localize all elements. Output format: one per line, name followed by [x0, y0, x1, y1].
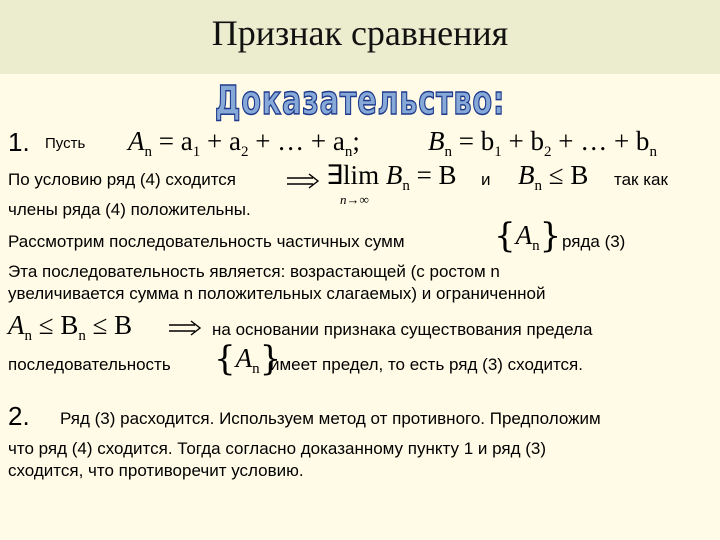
paragraph-p10: сходится, что противоречит условию.: [8, 461, 304, 480]
item-2-number: 2.: [8, 401, 30, 431]
paragraph-p3: Рассмотрим последовательность частичных сумм: [8, 232, 405, 251]
paragraph-p2: члены ряда (4) положительны.: [8, 200, 251, 219]
formula-a-sum: $A_n = a_1 + a_2$ + … + $a_n$;: [128, 126, 360, 160]
paragraph-p5: увеличивается сумма n положительных слагаемых) и ограниченной: [8, 284, 546, 303]
formula-seq-an-2: $\{A_n\}$: [214, 339, 282, 379]
paragraph-p4: Эта последовательность является: возрастающей (с ростом n: [8, 262, 500, 281]
paragraph-p1-since: так как: [614, 170, 668, 189]
paragraph-p1-and: и: [481, 170, 491, 189]
paragraph-p7-tail: имеет предел, то есть ряд (3) сходится.: [270, 355, 583, 374]
implies-arrow-icon: [286, 173, 320, 189]
paragraph-p1: По условию ряд (4) сходится: [8, 170, 236, 189]
formula-limit: ∃lim $B_n = B$: [326, 160, 457, 194]
paragraph-p6: на основании признака существования предела: [212, 320, 593, 339]
limit-subscript: n→∞: [340, 192, 369, 207]
item-1-number: 1.: [8, 127, 30, 157]
implies-arrow-icon-2: [168, 320, 202, 336]
formula-bound: $A_n \le B_n \le B$: [8, 310, 133, 344]
formula-bn-le-b: $B_n \le B$: [518, 160, 589, 194]
slide-subtitle: Доказательство:: [214, 78, 506, 124]
paragraph-p9: что ряд (4) сходится. Тогда согласно доказанному пункту 1 и ряд (3): [8, 439, 546, 458]
paragraph-p8: Ряд (3) расходится. Используем метод от противного. Предположим: [60, 409, 601, 428]
formula-b-sum: $B_n = b_1 + b_2$ + … + $b_n$: [428, 126, 657, 160]
slide-title: Признак сравнения: [211, 13, 509, 53]
paragraph-p3-tail: ряда (3): [562, 232, 626, 251]
formula-seq-an: $\{A_n\}$: [494, 216, 562, 256]
item-1-lead: Пусть: [45, 135, 86, 152]
paragraph-p7: последовательность: [8, 355, 171, 374]
